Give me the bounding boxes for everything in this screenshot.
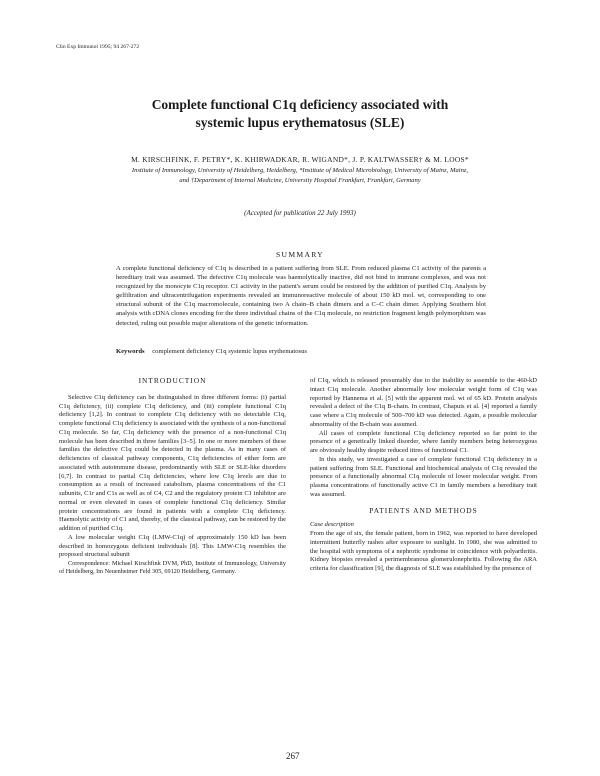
keywords-label: Keywords	[116, 348, 145, 355]
left-column	[59, 377, 286, 577]
affiliation-line-1: Institute of Immunology, University of Heidelberg, Heidelberg, *Institute of Medical Microbiology, University of Mainz, Mainz,	[131, 167, 469, 174]
article-title-line-2: systemic lupus erythematosus (SLE)	[195, 115, 405, 130]
acceptance-note: (Accepted for publication 22 July 1993)	[244, 209, 356, 217]
intro-paragraph-3: of C1q, which is released presumably due to the inability to assemble to the 460-kD intact C1q molecule. Another abnormally low molecular weight form of C1q was reported by Hannema et al. [5] with the apparent mol. wt of 65 kD. Protein analysis revealed a defect of the C1q B-chain. In contrast, Chapuis et al. [4] reported a family case where a C1q molecule of 500–700 kD was detected. Again, a possible molecular abnormality of the B-chain was assumed.	[310, 377, 537, 428]
keywords-text: complement deficiency C1q systemic lupus erythematosus	[152, 348, 307, 355]
journal-citation: Clin Exp Immunol 1995; 94 267-272	[56, 44, 140, 50]
intro-paragraph-1: Selective C1q deficiency can be distinguished in three different forms: (i) partial C1q deficiency, (ii) complete C1q deficiency, and (iii) complete functional C1q deficiency [1,2]. In contrast to complete C1q deficiency with no detectable C1q, complete functional C1q deficiency is associated with the synthesis of a non-functional C1q molecule. So far, C1q deficiency with the presence of a non-functional C1q molecule has been described in three families [3–5]. In one or more members of these families the defective C1q could be detected in the plasma. As in many cases of deficiencies of classical pathway components, C1q deficiencies of either form are associated with autoimmune disease, predominantly with SLE or SLE-like disorders [6,7]. In contrast to partial C1q deficiencies, where low C1q levels are due to consumption as a result of increased catabolism, plasma concentrations of the C1 subunits, C1r and C1s as well as of C4, C2 and the regulatory protein C1 inhibitor are normal or even elevated in cases of complete functional C1q deficiency. Similar protein concentrations are found in patients with a complete C1q deficiency. Haemolytic activity of C1 and, thereby, of the classical pathway, can be restored by the addition of purified C1q.	[59, 393, 286, 532]
keywords	[116, 348, 486, 355]
summary-heading: SUMMARY	[276, 250, 324, 259]
intro-paragraph-4: All cases of complete functional C1q deficiency reported so far point to the presence of a genetically linked disorder, where family members being heterozygous are obviously healthy despite reduced titres of functional C1.	[310, 429, 537, 454]
case-description-subheading: Case description	[310, 521, 354, 529]
correspondence-note: Correspondence: Michael Kirschfink DVM, PhD, Institute of Immunology, University of Heidelberg, Im Neuenheimer Feld 305, 69120 Heidelberg, Germany.	[59, 560, 286, 576]
author-list: M. KIRSCHFINK, F. PETRY*, K. KHIRWADKAR, R. WIGAND*, J. P. KALTWASSER† & M. LOOS*	[131, 155, 469, 164]
case-description-text: From the age of six, the female patient, born in 1962, was reported to have developed intermittent butterfly rashes after exposure to sunlight. In 1980, she was admitted to the hospital with symptoms of a nephrotic syndrome in coincidence with polyarthritis. Kidney biopsies revealed a perimembranous glomerulonephritis. Following the ARA criteria for classification [9], the diagnosis of SLE was established by the presence of	[310, 530, 537, 572]
right-column	[310, 377, 537, 574]
summary-text: A complete functional deficiency of C1q is described in a patient suffering from SLE. From reduced plasma C1 activity of the parents a hereditary trait was assumed. The defective C1q molecule was haemolytically inactive, did not bind to immune complexes, and was not recognized by the monocyte C1q receptor. C1 activity in the patient's serum could be restored by the addition of purified C1q. Analysis by gelfiltration and ultracentrifugation experiments revealed an immunoreactive molecule of about 150 kD mol. wt, corresponding to one structural subunit of the C1q macromolecule, containing two A chain–B chain dimers and a C–C chain dimer. Applying Southern blot analysis with cDNA clones encoding for the three individual chains of the C1q molecule, no restriction fragment length polymorphism was detected, ruling out possible major alterations of the genetic information.	[116, 265, 486, 327]
page-number: 267	[286, 751, 300, 761]
methods-heading: PATIENTS AND METHODS	[369, 505, 478, 515]
introduction-heading: INTRODUCTION	[138, 376, 207, 385]
intro-paragraph-5: In this study, we investigated a case of complete functional C1q deficiency in a patient suffering from SLE. Functional and biochemical analysis of C1q revealed the presence of a functionally abnormal C1q molecule of lower molecular weight. From plasma concentrations of functionally active C1 in family members a hereditary trait was assumed.	[310, 455, 537, 498]
intro-paragraph-2: A low molecular weight C1q (LMW-C1q) of approximately 150 kD has been described in homozygous deficient individuals [8]. This LMW-C1q resembles the proposed structural subunit	[59, 533, 286, 559]
affiliation-line-2: and †Department of Internal Medicine, University Hospital Frankfurt, Frankfurt, Germany	[179, 177, 421, 184]
article-title-line-1: Complete functional C1q deficiency associated with	[151, 97, 449, 112]
